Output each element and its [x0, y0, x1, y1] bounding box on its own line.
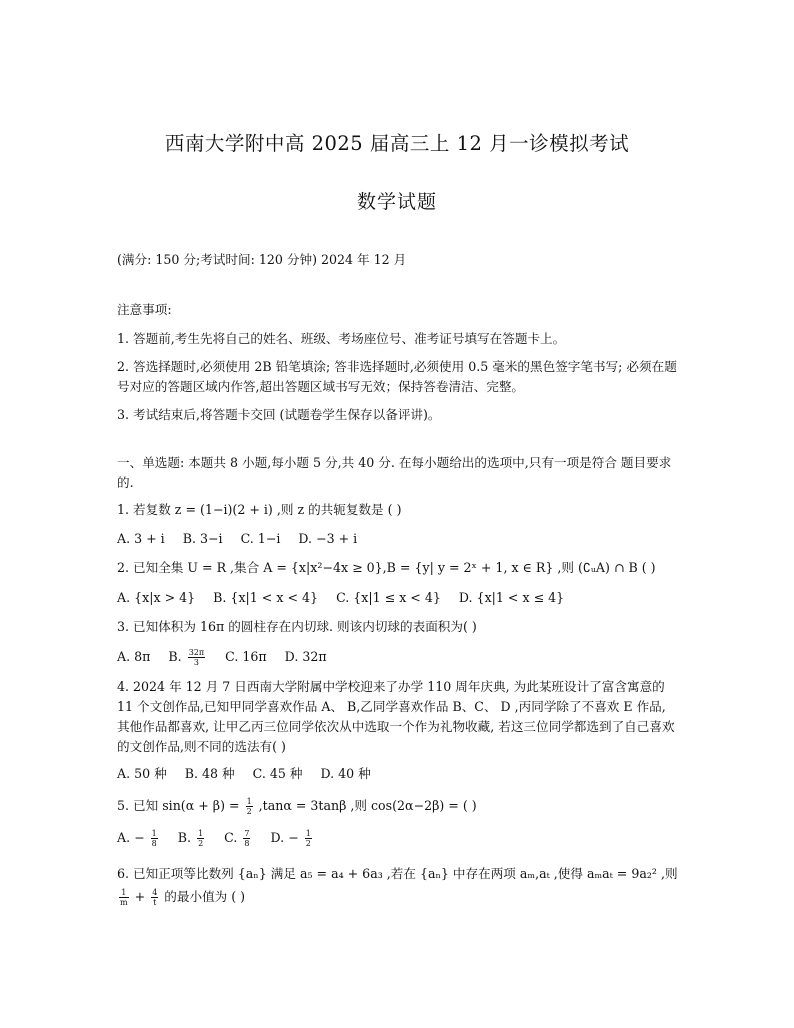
q5-option-b-fraction — [197, 829, 204, 848]
q6-stem-tail: 的最小值为 ( ) — [164, 889, 246, 904]
fraction-numerator: 32π — [188, 648, 205, 657]
exam-info: (满分: 150 分;考试时间: 120 分钟) 2024 年 12 月 — [117, 252, 407, 267]
q4-option-a: A. 50 种 — [117, 766, 167, 781]
section-heading: 一、单选题: 本题共 8 小题,每小题 5 分,共 40 分. 在每小题给出的选项中,只有一项是符合 题目要求的. — [117, 455, 672, 490]
fraction-numerator: 4 — [152, 888, 158, 897]
q5-option-a — [117, 829, 164, 848]
fraction-numerator: 1 — [246, 797, 252, 806]
question-5-stem — [117, 796, 682, 816]
q3-option-b-fraction — [188, 648, 205, 667]
q5-option-c-fraction — [243, 829, 250, 848]
q5-option-c-label: C. — [224, 830, 238, 845]
q3-option-b — [168, 648, 211, 667]
q4-option-b: B. 48 种 — [184, 766, 235, 781]
fraction-numerator: 1 — [198, 829, 204, 838]
q5-option-d — [270, 829, 314, 848]
notice-3: 3. 考试结束后,将答题卡交回 (试题卷学生保存以备评讲)。 — [117, 407, 441, 422]
fraction-numerator: 7 — [244, 829, 250, 838]
q1-option-a: A. 3 + i — [117, 531, 165, 546]
q2-option-b: B. {x|1 < x < 4} — [213, 590, 319, 605]
fraction-denominator: 2 — [305, 839, 311, 848]
q6-plus-sign: + — [134, 889, 146, 904]
q3-option-c: C. 16π — [225, 649, 267, 664]
q5-stem-part-2: ,tanα = 3tanβ ,则 cos(2α−2β) = ( ) — [258, 798, 477, 813]
fraction-denominator: 3 — [193, 658, 199, 667]
q3-option-a: A. 8π — [117, 649, 151, 664]
q5-option-b-label: B. — [177, 830, 192, 845]
notice-1: 1. 答题前,考生先将自己的姓名、班级、考场座位号、准考证号填写在答题卡上。 — [117, 331, 566, 346]
q5-stem-part-1: 5. 已知 sin(α + β) = — [117, 798, 240, 813]
q1-option-b: B. 3−i — [182, 531, 223, 546]
question-2-stem: 2. 已知全集 U = R ,集合 A = {x|x²−4x ≥ 0},B = {y| y = 2ˣ + 1, x ∈ R} ,则 (∁ᵤA) ∩ B ( ) — [117, 560, 656, 575]
question-1-stem: 1. 若复数 z = (1−i)(2 + i) ,则 z 的共轭复数是 ( ) — [117, 502, 402, 517]
fraction-numerator: 1 — [119, 888, 129, 898]
q5-stem-fraction — [246, 797, 253, 816]
q5-option-c — [224, 829, 256, 848]
q6-fraction-2 — [151, 888, 158, 907]
q5-option-b — [177, 829, 210, 848]
q1-option-d: D. −3 + i — [298, 531, 358, 546]
question-4-options — [117, 764, 682, 784]
exam-subtitle: 数学试题 — [356, 191, 437, 213]
q2-option-d: D. {x|1 < x ≤ 4} — [458, 590, 565, 605]
question-4-stem: 4. 2024 年 12 月 7 日西南大学附属中学校迎来了办学 110 周年庆典, 为此某班设计了富含寓意的 11 个文创作品,已知甲同学喜欢作品 A、 B,乙同学喜欢作品 B、C、 D ,丙同学除了不喜欢 E 作品, 其他作品都喜欢, 让甲乙丙三位同学依次从中选取一个作为礼物收藏, 若这三位同学都选到了自己喜欢的文创作品,则不同的选法有( ) — [117, 679, 675, 754]
fraction-denominator: t — [153, 898, 157, 907]
q2-option-c: C. {x|1 ≤ x < 4} — [336, 590, 441, 605]
q1-option-c: C. 1−i — [240, 531, 281, 546]
question-2-options — [117, 588, 682, 608]
question-3-stem: 3. 已知体积为 16π 的圆柱存在内切球. 则该内切球的表面积为( ) — [117, 619, 477, 634]
q2-option-a: A. {x|x > 4} — [117, 590, 196, 605]
q5-option-a-fraction — [151, 829, 158, 848]
q3-option-d: D. 32π — [284, 649, 327, 664]
question-1-options — [117, 529, 682, 549]
q3-option-b-label: B. — [168, 649, 182, 664]
q4-option-c: C. 45 种 — [252, 766, 303, 781]
exam-title: 西南大学附中高 2025 届高三上 12 月一诊模拟考试 — [164, 132, 630, 155]
fraction-denominator: 8 — [151, 839, 157, 848]
question-6-stem-line-2 — [117, 887, 682, 907]
fraction-numerator: 1 — [151, 829, 157, 838]
notice-2: 2. 答选择题时,必须使用 2B 铅笔填涂; 答非选择题时,必须使用 0.5 毫米的黑色签字笔书写; 必须在题号对应的答题区域内作答,超出答题区域书写无效；保持答卷清洁、完整。 — [117, 359, 677, 394]
question-3-options — [117, 647, 682, 667]
fraction-denominator: 2 — [198, 839, 204, 848]
fraction-numerator: 1 — [305, 829, 311, 838]
q5-option-d-fraction — [305, 829, 312, 848]
q4-option-d: D. 40 种 — [320, 766, 371, 781]
notice-heading: 注意事项: — [117, 302, 172, 317]
q5-option-d-label: D. − — [270, 830, 299, 845]
question-5-options — [117, 828, 682, 848]
fraction-denominator: m — [120, 898, 128, 907]
question-6-stem-line-1: 6. 已知正项等比数列 {aₙ} 满足 a₅ = a₄ + 6a₃ ,若在 {aₙ} 中存在两项 aₘ,aₜ ,使得 aₘaₜ = 9a₂² ,则 — [117, 866, 678, 881]
q5-option-a-label: A. − — [117, 830, 145, 845]
fraction-denominator: 8 — [244, 839, 250, 848]
fraction-denominator: 2 — [246, 807, 252, 816]
q6-fraction-1 — [119, 888, 129, 907]
